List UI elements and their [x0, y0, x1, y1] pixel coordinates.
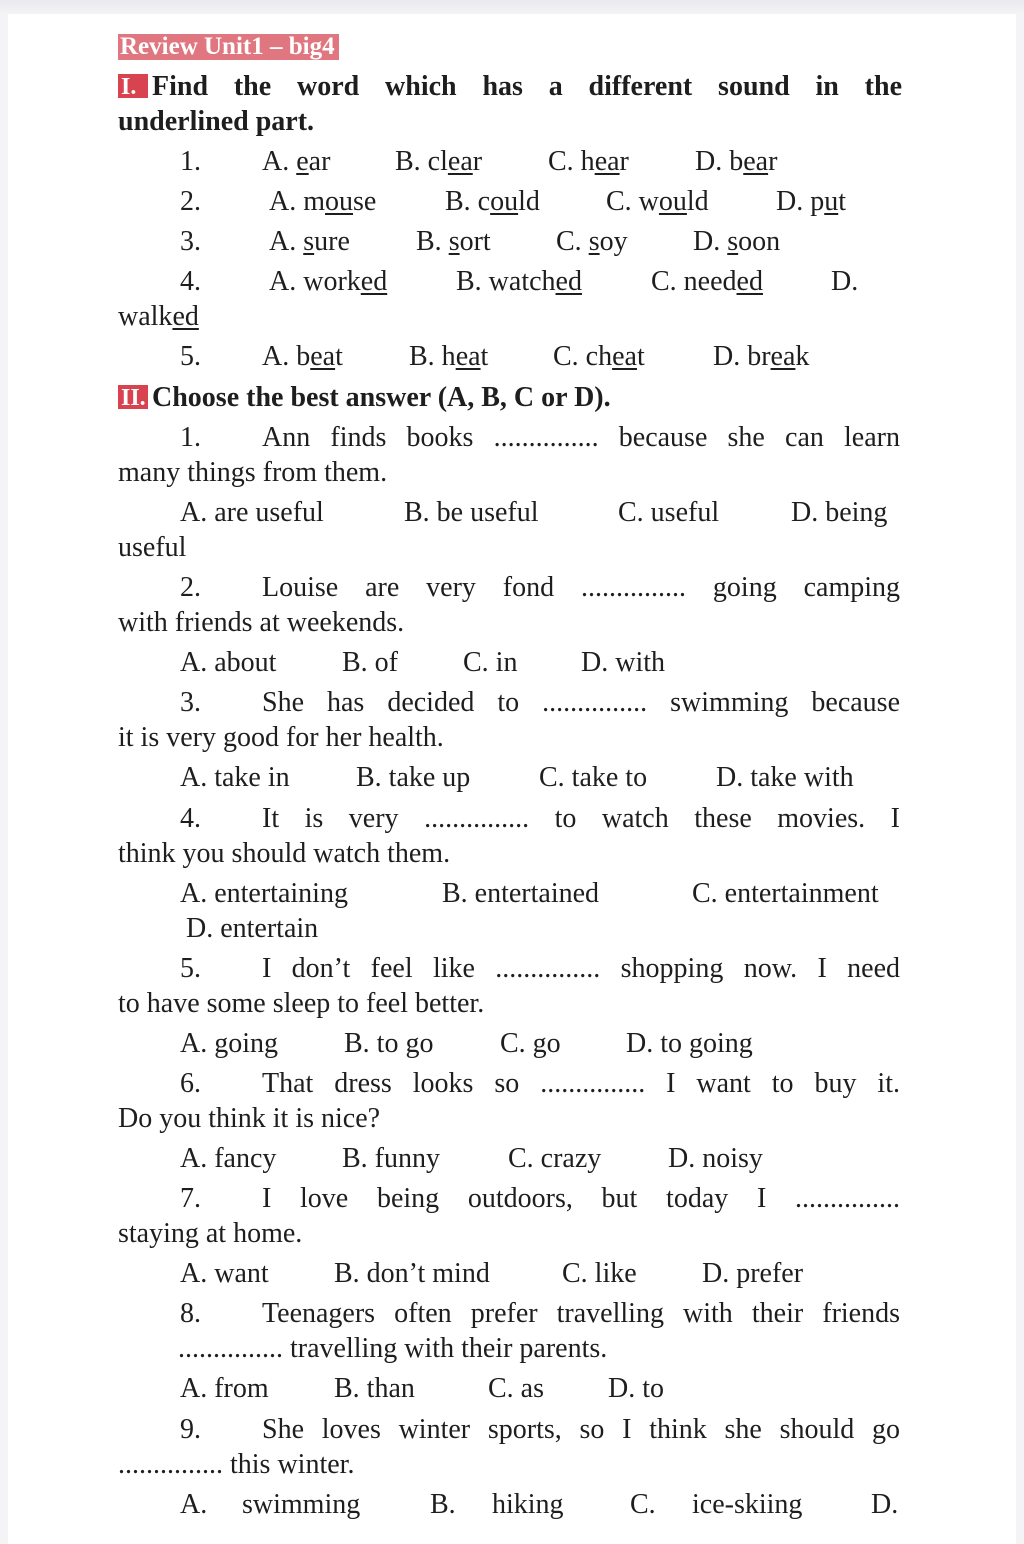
top-shadow	[0, 0, 1024, 14]
underlined-part: ea	[743, 146, 769, 177]
question-text: I don’t feel like ............... shopping now. I need	[262, 953, 900, 984]
question-number: 1.	[180, 422, 201, 453]
answer-option[interactable]: C.	[630, 1489, 656, 1520]
question-text: Ann finds books ............... because she can learn	[262, 422, 900, 453]
item-number: 4.	[180, 266, 201, 297]
question-text-continued: staying at home.	[118, 1218, 303, 1249]
answer-option[interactable]: B. take up	[356, 762, 471, 793]
answer-option[interactable]: swimming	[242, 1489, 361, 1520]
answer-option[interactable]: C. useful	[618, 497, 720, 528]
question-text: Teenagers often prefer travelling with their friends	[262, 1298, 900, 1329]
answer-option[interactable]: A. mouse	[269, 186, 377, 217]
answer-option[interactable]: D.	[831, 266, 859, 297]
answer-option[interactable]: B. of	[342, 647, 398, 678]
answer-option-continued[interactable]: D. entertain	[186, 913, 319, 944]
answer-option-continued[interactable]: walked	[118, 301, 199, 332]
underlined-part: ea	[455, 341, 481, 372]
underlined-part: ou	[490, 186, 519, 217]
section1-heading	[118, 70, 902, 104]
answer-option[interactable]: B. could	[445, 186, 540, 217]
answer-option[interactable]: B. clear	[395, 146, 483, 177]
underlined-part: e	[296, 146, 309, 177]
question-text-continued: it is very good for her health.	[118, 722, 444, 753]
question-text-continued: ............... this winter.	[118, 1449, 355, 1480]
answer-option[interactable]: B. entertained	[442, 878, 600, 909]
answer-option[interactable]: C. in	[463, 647, 518, 678]
answer-option[interactable]: D. soon	[693, 226, 781, 257]
underlined-part: ea	[770, 341, 796, 372]
item-number: 1.	[180, 146, 201, 177]
question-text-continued: to have some sleep to feel better.	[118, 988, 485, 1019]
answer-option[interactable]: C. cheat	[553, 341, 645, 372]
answer-option[interactable]: C. like	[562, 1258, 637, 1289]
question-number: 7.	[180, 1183, 201, 1214]
answer-option[interactable]: D. with	[581, 647, 665, 678]
answer-option[interactable]: B. be useful	[404, 497, 539, 528]
answer-option[interactable]: C. go	[500, 1028, 561, 1059]
answer-option-continued[interactable]: useful	[118, 532, 187, 563]
question-text: I love being outdoors, but today I ...............	[262, 1183, 900, 1214]
question-text-continued: with friends at weekends.	[118, 607, 405, 638]
question-text-continued: many things from them.	[118, 457, 388, 488]
answer-option[interactable]: A. take in	[180, 762, 290, 793]
page-title: Review Unit1 – big4	[118, 34, 339, 60]
answer-option[interactable]: A. about	[180, 647, 277, 678]
answer-option[interactable]: C. take to	[539, 762, 648, 793]
section2-heading	[118, 381, 611, 415]
question-number: 5.	[180, 953, 201, 984]
question-number: 2.	[180, 572, 201, 603]
section2-heading-text: Choose the best answer (A, B, C or D).	[152, 382, 611, 413]
underlined-part: s	[448, 226, 460, 257]
underlined-part: ea	[594, 146, 620, 177]
answer-option[interactable]: C. entertainment	[692, 878, 879, 909]
answer-option[interactable]: B. watched	[456, 266, 582, 297]
answer-option[interactable]: ice-skiing	[692, 1489, 803, 1520]
answer-option[interactable]: D. to going	[626, 1028, 753, 1059]
answer-option[interactable]: B. to go	[344, 1028, 434, 1059]
underlined-part: ea	[612, 341, 637, 372]
underlined-part: ed	[172, 301, 199, 332]
underlined-part: u	[824, 186, 839, 217]
question-number: 3.	[180, 687, 201, 718]
answer-option[interactable]: D. take with	[716, 762, 854, 793]
answer-option[interactable]: B. sort	[416, 226, 491, 257]
question-text-continued: ............... travelling with their parents.	[178, 1333, 608, 1364]
underlined-part: ou	[658, 186, 687, 217]
underlined-part: s	[727, 226, 739, 257]
question-number: 4.	[180, 803, 201, 834]
section1-heading-text: Find the word which has a different sound in the	[152, 71, 902, 102]
answer-option[interactable]: C. would	[606, 186, 709, 217]
question-number: 8.	[180, 1298, 201, 1329]
underlined-part: ou	[325, 186, 353, 217]
answer-option[interactable]: C. crazy	[508, 1143, 602, 1174]
question-text: She loves winter sports, so I think she should go	[262, 1414, 900, 1445]
answer-option[interactable]: A. fancy	[180, 1143, 277, 1174]
answer-option[interactable]: B. funny	[342, 1143, 440, 1174]
answer-option[interactable]: C. soy	[556, 226, 628, 257]
underlined-part: ed	[736, 266, 763, 297]
underlined-part: ea	[310, 341, 336, 372]
item-number: 2.	[180, 186, 201, 217]
answer-option[interactable]: A. going	[180, 1028, 278, 1059]
answer-option[interactable]: B. than	[334, 1373, 415, 1404]
answer-option[interactable]: hiking	[492, 1489, 564, 1520]
underlined-part: ed	[555, 266, 582, 297]
question-text: That dress looks so ............... I want to buy it.	[262, 1068, 900, 1099]
answer-option[interactable]: A. are useful	[180, 497, 324, 528]
answer-option[interactable]: A. from	[180, 1373, 269, 1404]
question-text-continued: Do you think it is nice?	[118, 1103, 381, 1134]
item-number: 5.	[180, 341, 201, 372]
answer-option[interactable]: A.	[180, 1489, 208, 1520]
answer-option[interactable]: C. needed	[651, 266, 763, 297]
answer-option[interactable]: D. noisy	[668, 1143, 763, 1174]
answer-option[interactable]: D. put	[776, 186, 847, 217]
answer-option[interactable]: B. don’t mind	[334, 1258, 490, 1289]
answer-option[interactable]: A. sure	[269, 226, 350, 257]
underlined-part: s	[588, 226, 600, 257]
answer-option[interactable]: D.	[871, 1489, 899, 1520]
answer-option[interactable]: A. worked	[269, 266, 388, 297]
answer-option[interactable]: B.	[430, 1489, 456, 1520]
underlined-part: s	[303, 226, 315, 257]
answer-option[interactable]: D. prefer	[702, 1258, 804, 1289]
section1-marker: I.	[118, 74, 148, 98]
answer-option[interactable]: A. beat	[262, 341, 343, 372]
underlined-part: ea	[447, 146, 473, 177]
answer-option[interactable]: D. bear	[695, 146, 778, 177]
underlined-part: ed	[360, 266, 388, 297]
question-text: It is very ............... to watch these movies. I	[262, 803, 900, 834]
answer-option[interactable]: A. entertaining	[180, 878, 348, 909]
answer-option[interactable]: D. being	[791, 497, 888, 528]
answer-option[interactable]: A. want	[180, 1258, 269, 1289]
answer-option[interactable]: A. ear	[262, 146, 331, 177]
answer-option[interactable]: C. hear	[548, 146, 629, 177]
question-text-continued: think you should watch them.	[118, 838, 451, 869]
question-text: Louise are very fond ............... going camping	[262, 572, 900, 603]
answer-option[interactable]: C. as	[488, 1373, 544, 1404]
item-number: 3.	[180, 226, 201, 257]
answer-option[interactable]: D. to	[608, 1373, 664, 1404]
section2-marker: II.	[118, 385, 148, 409]
question-text: She has decided to ............... swimming because	[262, 687, 900, 718]
answer-option[interactable]: D. break	[713, 341, 810, 372]
question-number: 6.	[180, 1068, 201, 1099]
question-number: 9.	[180, 1414, 201, 1445]
section1-heading-line2: underlined part.	[118, 106, 315, 137]
answer-option[interactable]: B. heat	[409, 341, 489, 372]
